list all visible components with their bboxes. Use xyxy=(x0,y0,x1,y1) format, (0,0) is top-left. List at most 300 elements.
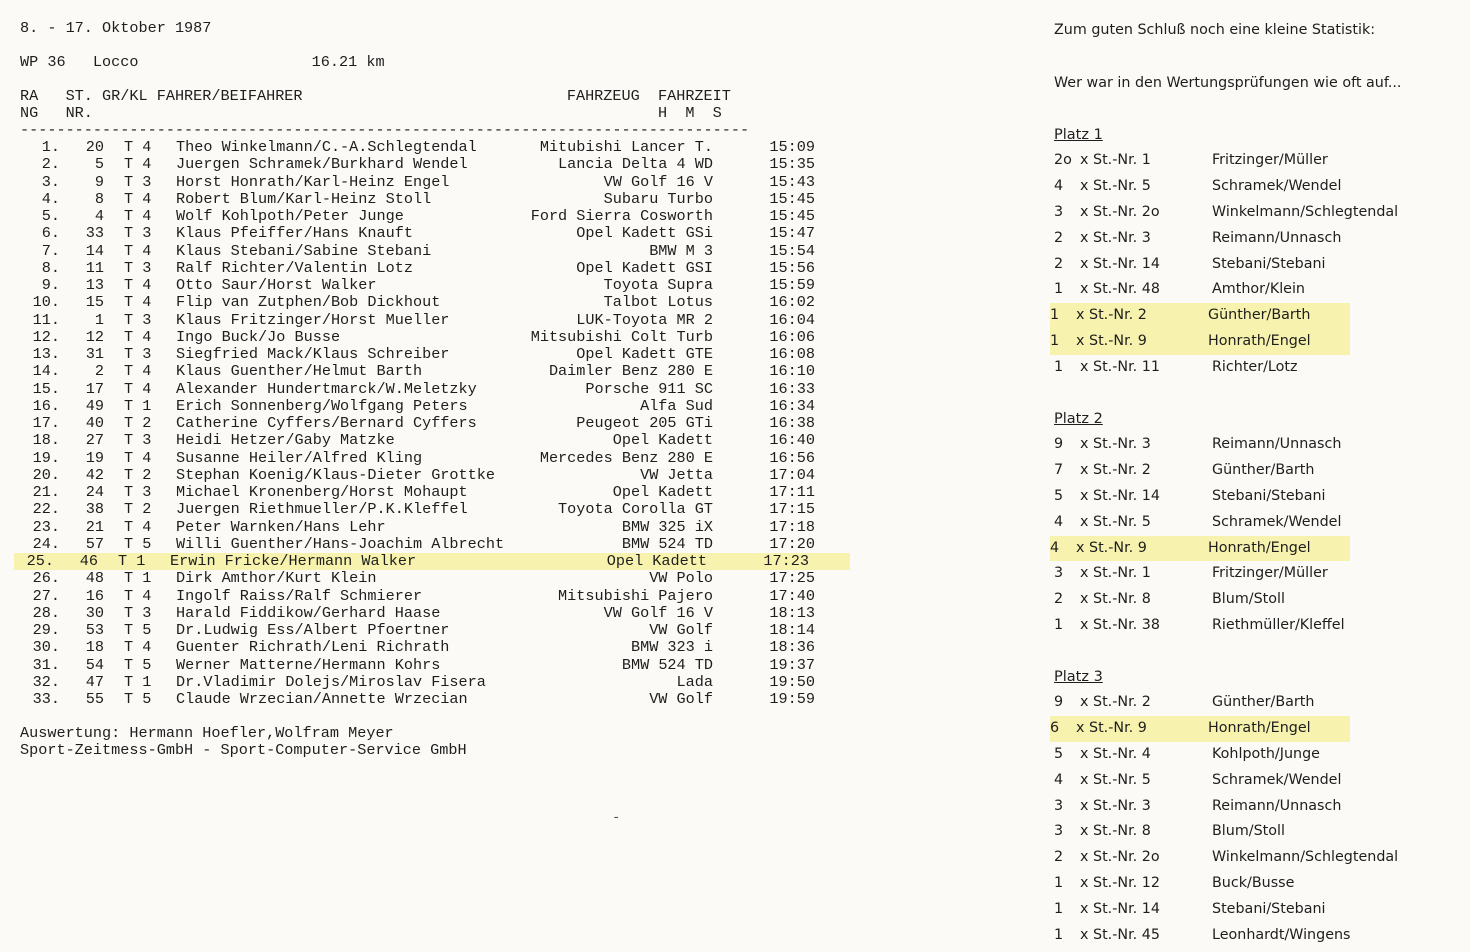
stats-row xyxy=(1054,871,1464,897)
stats-count: 5 xyxy=(1054,487,1064,504)
result-car: BMW 323 i xyxy=(630,638,713,657)
result-time: 16:38 xyxy=(769,414,815,432)
stats-crew: Richter/Lotz xyxy=(1212,359,1298,376)
result-crew: Werner Matterne/Hermann Kohrs xyxy=(176,655,441,674)
result-crew: Alexander Hundertmarck/W.Meletzky xyxy=(176,379,477,398)
result-car: Porsche 911 SC xyxy=(585,379,713,398)
stats-crew: Reimann/Unnasch xyxy=(1212,229,1342,246)
stats-start-number: x St.-Nr. 1 xyxy=(1080,565,1151,582)
result-time: 16:40 xyxy=(769,431,815,450)
result-row xyxy=(20,381,850,398)
stats-count: 1 xyxy=(1054,617,1064,634)
stats-group-title: Platz 3 xyxy=(1054,669,1103,685)
result-rank: 4. xyxy=(41,189,60,208)
result-time: 19:50 xyxy=(769,672,815,691)
result-crew: Erich Sonnenberg/Wolfgang Peters xyxy=(176,396,468,415)
stats-count: 9 xyxy=(1054,436,1064,452)
result-crew: Klaus Stebani/Sabine Stebani xyxy=(176,241,432,260)
stats-start-number: x St.-Nr. 14 xyxy=(1080,255,1160,272)
result-class: T 4 xyxy=(124,293,152,312)
stats-count: 2o xyxy=(1054,152,1072,168)
result-time: 15:43 xyxy=(769,172,815,191)
result-row xyxy=(20,536,850,553)
result-rank: 13. xyxy=(32,345,60,363)
stats-row xyxy=(1054,845,1464,871)
stats-start-number: x St.-Nr. 45 xyxy=(1080,927,1160,944)
stats-intro: Zum guten Schluß noch eine kleine Statistik: xyxy=(1054,22,1376,38)
stats-count: 5 xyxy=(1054,745,1064,762)
stats-count: 1 xyxy=(1050,333,1060,350)
stats-row xyxy=(1054,226,1464,252)
result-rank: 29. xyxy=(32,621,60,639)
result-car: LUK-Toyota MR 2 xyxy=(576,310,713,329)
result-time: 15:56 xyxy=(769,258,815,277)
result-car: BMW 325 iX xyxy=(621,517,713,536)
result-class: T 3 xyxy=(124,310,152,329)
stats-row xyxy=(1054,432,1464,458)
result-class: T 1 xyxy=(124,672,152,691)
stats-row xyxy=(1050,536,1350,562)
stats-row xyxy=(1054,690,1464,716)
result-row xyxy=(20,294,850,311)
result-row xyxy=(20,191,850,208)
result-start-number: 16 xyxy=(85,586,104,605)
stats-row xyxy=(1054,458,1464,484)
result-car: Opel Kadett xyxy=(606,552,707,570)
result-start-number: 20 xyxy=(85,138,104,156)
stats-crew: Schramek/Wendel xyxy=(1212,177,1342,194)
result-time: 18:36 xyxy=(769,638,815,657)
stray-mark: - xyxy=(612,810,621,826)
results-table xyxy=(20,139,850,708)
stats-start-number: x St.-Nr. 8 xyxy=(1080,591,1151,608)
result-crew: Ingo Buck/Jo Busse xyxy=(176,327,341,346)
result-crew: Dirk Amthor/Kurt Klein xyxy=(176,569,377,588)
stats-count: 3 xyxy=(1054,823,1064,840)
result-rank: 25. xyxy=(26,552,54,570)
result-start-number: 19 xyxy=(85,448,104,467)
result-start-number: 1 xyxy=(94,310,104,329)
result-rank: 32. xyxy=(32,672,60,691)
stats-start-number: x St.-Nr. 2 xyxy=(1080,694,1151,710)
result-class: T 2 xyxy=(124,465,152,484)
result-class: T 4 xyxy=(124,207,152,225)
result-car: BMW 524 TD xyxy=(621,655,713,674)
stats-start-number: x St.-Nr. 9 xyxy=(1076,539,1147,556)
result-rank: 7. xyxy=(41,241,60,260)
result-car: VW Golf xyxy=(649,690,713,708)
result-crew: Michael Kronenberg/Horst Mohaupt xyxy=(176,483,468,501)
result-class: T 4 xyxy=(124,586,152,605)
result-crew: Peter Warnken/Hans Lehr xyxy=(176,517,386,536)
result-crew: Claude Wrzecian/Annette Wrzecian xyxy=(176,690,468,708)
result-rank: 21. xyxy=(32,483,60,501)
stats-start-number: x St.-Nr. 5 xyxy=(1080,771,1151,788)
result-rank: 2. xyxy=(41,155,60,174)
result-rank: 6. xyxy=(41,224,60,243)
result-crew: Flip van Zutphen/Bob Dickhout xyxy=(176,293,441,312)
result-car: VW Golf 16 V xyxy=(603,603,713,622)
result-row xyxy=(20,174,850,191)
stats-crew: Günther/Barth xyxy=(1212,461,1315,478)
result-rank: 10. xyxy=(32,293,60,312)
result-row xyxy=(14,553,850,570)
result-row xyxy=(20,501,850,518)
stats-row xyxy=(1050,329,1350,355)
stats-start-number: x St.-Nr. 9 xyxy=(1076,719,1147,736)
stats-crew: Blum/Stoll xyxy=(1212,823,1285,840)
result-rank: 5. xyxy=(41,207,60,225)
result-start-number: 30 xyxy=(85,603,104,622)
stats-start-number: x St.-Nr. 9 xyxy=(1076,333,1147,350)
result-class: T 5 xyxy=(124,534,152,553)
result-rank: 24. xyxy=(32,534,60,553)
result-car: VW Jetta xyxy=(640,465,713,484)
stats-start-number: x St.-Nr. 2 xyxy=(1080,461,1151,478)
stats-start-number: x St.-Nr. 3 xyxy=(1080,436,1151,452)
stats-row xyxy=(1054,587,1464,613)
stats-crew: Fritzinger/Müller xyxy=(1212,152,1328,168)
stats-group-title: Platz 1 xyxy=(1054,127,1103,143)
event-date: 8. - 17. Oktober 1987 xyxy=(20,19,212,37)
result-time: 17:23 xyxy=(763,552,809,570)
result-class: T 3 xyxy=(124,172,152,191)
stats-crew: Fritzinger/Müller xyxy=(1212,565,1328,582)
stats-crew: Honrath/Engel xyxy=(1208,333,1311,350)
result-row xyxy=(20,225,850,242)
result-car: Mitsubishi Pajero xyxy=(558,586,713,605)
stats-count: 3 xyxy=(1054,797,1064,814)
result-car: Opel Kadett xyxy=(612,431,713,450)
result-row xyxy=(20,467,850,484)
result-start-number: 33 xyxy=(85,224,104,243)
result-time: 15:09 xyxy=(769,138,815,156)
result-start-number: 11 xyxy=(85,258,104,277)
result-time: 15:45 xyxy=(769,207,815,225)
stats-row xyxy=(1054,252,1464,278)
result-car: VW Golf 16 V xyxy=(603,172,713,191)
result-crew: Juergen Schramek/Burkhard Wendel xyxy=(176,155,468,174)
result-car: VW Polo xyxy=(649,569,713,588)
stats-row xyxy=(1054,897,1464,923)
result-crew: Stephan Koenig/Klaus-Dieter Grottke xyxy=(176,465,495,484)
stats-crew: Günther/Barth xyxy=(1208,307,1311,324)
result-rank: 16. xyxy=(32,396,60,415)
result-class: T 3 xyxy=(124,258,152,277)
result-car: VW Golf xyxy=(649,621,713,639)
result-class: T 1 xyxy=(124,396,152,415)
result-class: T 5 xyxy=(124,655,152,674)
result-row xyxy=(20,398,850,415)
result-rank: 12. xyxy=(32,327,60,346)
evaluation-credit: Auswertung: Hermann Hoefler,Wolfram Meyer xyxy=(20,724,394,742)
result-time: 16:04 xyxy=(769,310,815,329)
result-start-number: 40 xyxy=(85,414,104,432)
stats-row xyxy=(1054,561,1464,587)
result-class: T 5 xyxy=(124,621,152,639)
result-car: Ford Sierra Cosworth xyxy=(530,207,713,225)
stats-group-platz-1 xyxy=(1050,126,1464,381)
result-class: T 3 xyxy=(124,224,152,243)
stats-count: 4 xyxy=(1054,177,1064,194)
result-row xyxy=(20,674,850,691)
result-start-number: 9 xyxy=(94,172,104,191)
result-row xyxy=(20,432,850,449)
result-rank: 22. xyxy=(32,500,60,519)
result-rank: 14. xyxy=(32,362,60,381)
result-crew: Catherine Cyffers/Bernard Cyffers xyxy=(176,414,477,432)
result-time: 15:45 xyxy=(769,189,815,208)
result-start-number: 55 xyxy=(85,690,104,708)
result-crew: Juergen Riethmueller/P.K.Kleffel xyxy=(176,500,468,519)
result-rank: 19. xyxy=(32,448,60,467)
stats-row xyxy=(1054,484,1464,510)
result-row xyxy=(20,415,850,432)
result-class: T 1 xyxy=(124,569,152,588)
result-crew: Harald Fiddikow/Gerhard Haase xyxy=(176,603,441,622)
stats-start-number: x St.-Nr. 8 xyxy=(1080,823,1151,840)
stats-crew: Reimann/Unnasch xyxy=(1212,797,1342,814)
stats-crew: Stebani/Stebani xyxy=(1212,487,1326,504)
stats-crew: Amthor/Klein xyxy=(1212,281,1305,298)
result-rank: 26. xyxy=(32,569,60,588)
stats-start-number: x St.-Nr. 11 xyxy=(1080,359,1160,376)
stats-count: 4 xyxy=(1054,513,1064,530)
result-start-number: 24 xyxy=(85,483,104,501)
stats-group-title: Platz 2 xyxy=(1054,411,1103,427)
stats-count: 1 xyxy=(1054,359,1064,376)
result-row xyxy=(20,208,850,225)
result-row xyxy=(20,605,850,622)
result-class: T 4 xyxy=(124,362,152,381)
stats-row xyxy=(1054,148,1464,174)
result-start-number: 15 xyxy=(85,293,104,312)
column-header-row-2: NG NR. H M S xyxy=(20,104,722,122)
result-crew: Klaus Fritzinger/Horst Mueller xyxy=(176,310,450,329)
result-rank: 31. xyxy=(32,655,60,674)
result-row xyxy=(20,519,850,536)
result-rank: 23. xyxy=(32,517,60,536)
result-start-number: 54 xyxy=(85,655,104,674)
result-time: 17:40 xyxy=(769,586,815,605)
result-class: T 3 xyxy=(124,603,152,622)
result-class: T 1 xyxy=(118,552,146,570)
result-car: Lada xyxy=(676,672,713,691)
result-class: T 2 xyxy=(124,414,152,432)
result-start-number: 21 xyxy=(85,517,104,536)
result-start-number: 27 xyxy=(85,431,104,450)
stats-count: 1 xyxy=(1054,901,1064,918)
result-class: T 4 xyxy=(124,327,152,346)
result-crew: Klaus Pfeiffer/Hans Knauft xyxy=(176,224,413,243)
result-class: T 4 xyxy=(124,638,152,657)
result-row xyxy=(20,450,850,467)
result-row xyxy=(20,156,850,173)
result-time: 17:11 xyxy=(769,483,815,501)
result-start-number: 46 xyxy=(79,552,98,570)
stats-count: 1 xyxy=(1054,875,1064,892)
stats-crew: Blum/Stoll xyxy=(1212,591,1285,608)
result-crew: Wolf Kohlpoth/Peter Junge xyxy=(176,207,404,225)
result-crew: Susanne Heiler/Alfred Kling xyxy=(176,448,423,467)
result-class: T 4 xyxy=(124,517,152,536)
result-car: Toyota Supra xyxy=(603,276,713,294)
stats-count: 1 xyxy=(1054,281,1064,298)
result-row xyxy=(20,570,850,587)
stats-start-number: x St.-Nr. 14 xyxy=(1080,901,1160,918)
result-rank: 8. xyxy=(41,258,60,277)
result-row xyxy=(20,484,850,501)
stats-crew: Leonhardt/Wingens xyxy=(1212,927,1351,944)
result-rank: 15. xyxy=(32,379,60,398)
stats-row xyxy=(1054,923,1464,949)
stats-count: 1 xyxy=(1054,927,1064,944)
result-car: BMW 524 TD xyxy=(621,534,713,553)
stats-crew: Kohlpoth/Junge xyxy=(1212,745,1320,762)
result-time: 16:06 xyxy=(769,327,815,346)
result-start-number: 2 xyxy=(94,362,104,381)
result-class: T 3 xyxy=(124,345,152,363)
result-car: Opel Kadett GTE xyxy=(576,345,713,363)
result-rank: 30. xyxy=(32,638,60,657)
stats-start-number: x St.-Nr. 4 xyxy=(1080,745,1151,762)
stats-start-number: x St.-Nr. 5 xyxy=(1080,177,1151,194)
result-time: 16:02 xyxy=(769,293,815,312)
stats-row xyxy=(1054,277,1464,303)
result-crew: Erwin Fricke/Hermann Walker xyxy=(170,552,417,570)
stats-count: 2 xyxy=(1054,849,1064,866)
result-row xyxy=(20,346,850,363)
result-rank: 18. xyxy=(32,431,60,450)
result-time: 17:15 xyxy=(769,500,815,519)
stats-crew: Winkelmann/Schlegtendal xyxy=(1212,203,1399,220)
stats-count: 3 xyxy=(1054,203,1064,220)
result-crew: Dr.Ludwig Ess/Albert Pfoertner xyxy=(176,621,450,639)
result-car: Subaru Turbo xyxy=(603,189,713,208)
stats-count: 1 xyxy=(1050,307,1060,324)
result-car: Opel Kadett GSI xyxy=(576,258,713,277)
result-time: 19:37 xyxy=(769,655,815,674)
stats-crew: Schramek/Wendel xyxy=(1212,771,1342,788)
stats-row xyxy=(1050,303,1350,329)
result-row xyxy=(20,363,850,380)
result-start-number: 8 xyxy=(94,189,104,208)
stats-start-number: x St.-Nr. 2o xyxy=(1080,849,1160,866)
result-row xyxy=(20,260,850,277)
result-row xyxy=(20,312,850,329)
result-crew: Horst Honrath/Karl-Heinz Engel xyxy=(176,172,450,191)
result-row xyxy=(20,588,850,605)
stats-count: 4 xyxy=(1054,771,1064,788)
stats-row xyxy=(1054,742,1464,768)
stats-count: 4 xyxy=(1050,539,1060,556)
stats-row xyxy=(1054,819,1464,845)
result-start-number: 49 xyxy=(85,396,104,415)
stats-crew: Honrath/Engel xyxy=(1208,719,1311,736)
stats-row xyxy=(1054,510,1464,536)
result-time: 18:14 xyxy=(769,621,815,639)
stats-count: 3 xyxy=(1054,565,1064,582)
stats-count: 9 xyxy=(1054,694,1064,710)
result-car: Alfa Sud xyxy=(640,396,713,415)
result-class: T 4 xyxy=(124,138,152,156)
stats-start-number: x St.-Nr. 3 xyxy=(1080,797,1151,814)
result-rank: 3. xyxy=(41,172,60,191)
result-start-number: 5 xyxy=(94,155,104,174)
result-start-number: 12 xyxy=(85,327,104,346)
result-rank: 11. xyxy=(32,310,60,329)
result-start-number: 38 xyxy=(85,500,104,519)
result-class: T 4 xyxy=(124,155,152,174)
result-time: 19:59 xyxy=(769,690,815,708)
result-crew: Robert Blum/Karl-Heinz Stoll xyxy=(176,189,432,208)
stats-question: Wer war in den Wertungsprüfungen wie oft auf... xyxy=(1054,75,1402,91)
result-time: 16:33 xyxy=(769,379,815,398)
header-separator: -------------------------------------------------------------------------------- xyxy=(20,121,750,139)
stats-crew: Honrath/Engel xyxy=(1208,539,1311,556)
result-start-number: 14 xyxy=(85,241,104,260)
result-time: 16:56 xyxy=(769,448,815,467)
stats-row xyxy=(1050,716,1350,742)
stats-start-number: x St.-Nr. 48 xyxy=(1080,281,1160,298)
result-rank: 33. xyxy=(32,690,60,708)
stats-start-number: x St.-Nr. 2o xyxy=(1080,203,1160,220)
stats-start-number: x St.-Nr. 14 xyxy=(1080,487,1160,504)
result-start-number: 4 xyxy=(94,207,104,225)
result-rank: 1. xyxy=(41,138,60,156)
result-row xyxy=(20,329,850,346)
stats-group-platz-2 xyxy=(1050,410,1464,639)
result-time: 17:20 xyxy=(769,534,815,553)
result-start-number: 42 xyxy=(85,465,104,484)
result-rank: 28. xyxy=(32,603,60,622)
result-time: 16:34 xyxy=(769,396,815,415)
result-row xyxy=(20,622,850,639)
result-start-number: 48 xyxy=(85,569,104,588)
result-start-number: 17 xyxy=(85,379,104,398)
stats-start-number: x St.-Nr. 2 xyxy=(1076,307,1147,324)
stats-start-number: x St.-Nr. 3 xyxy=(1080,229,1151,246)
result-class: T 4 xyxy=(124,241,152,260)
stats-group-platz-3 xyxy=(1050,668,1464,949)
result-time: 15:54 xyxy=(769,241,815,260)
result-crew: Theo Winkelmann/C.-A.Schlegtendal xyxy=(176,138,477,156)
result-row xyxy=(20,277,850,294)
result-row xyxy=(20,639,850,656)
result-crew: Willi Guenther/Hans-Joachim Albrecht xyxy=(176,534,505,553)
result-row xyxy=(20,243,850,260)
result-crew: Otto Saur/Horst Walker xyxy=(176,276,377,294)
stats-count: 7 xyxy=(1054,461,1064,478)
result-crew: Dr.Vladimir Dolejs/Miroslav Fisera xyxy=(176,672,486,691)
result-class: T 4 xyxy=(124,189,152,208)
result-crew: Ingolf Raiss/Ralf Schmierer xyxy=(176,586,423,605)
result-class: T 4 xyxy=(124,276,152,294)
result-crew: Klaus Guenther/Helmut Barth xyxy=(176,362,423,381)
result-crew: Siegfried Mack/Klaus Schreiber xyxy=(176,345,450,363)
result-rank: 27. xyxy=(32,586,60,605)
result-class: T 3 xyxy=(124,483,152,501)
stats-crew: Schramek/Wendel xyxy=(1212,513,1342,530)
stats-crew: Buck/Busse xyxy=(1212,875,1295,892)
stats-start-number: x St.-Nr. 5 xyxy=(1080,513,1151,530)
result-car: Mitubishi Lancer T. xyxy=(539,138,713,156)
stats-row xyxy=(1054,355,1464,381)
result-car: Mercedes Benz 280 E xyxy=(539,448,713,467)
result-start-number: 57 xyxy=(85,534,104,553)
stats-count: 2 xyxy=(1054,255,1064,272)
stats-crew: Günther/Barth xyxy=(1212,694,1315,710)
